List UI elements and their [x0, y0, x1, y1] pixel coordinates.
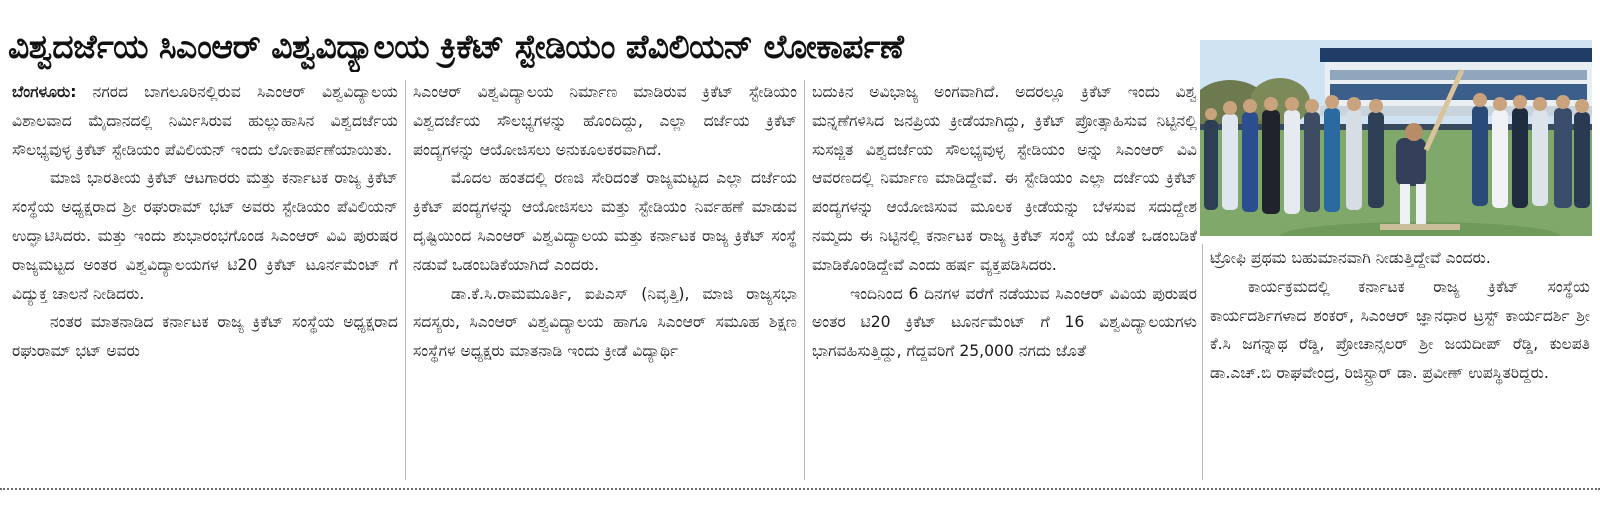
dateline: ಬೆಂಗಳೂರು: — [12, 83, 77, 101]
paragraph-intro: ನಗರದ ಬಾಗಲೂರಿನಲ್ಲಿರುವ ಸಿಎಂಆರ್ ವಿಶ್ವವಿದ್ಯಾಲಯ ವಿಶಾಲವಾದ ಮೈದಾನದಲ್ಲಿ ನಿರ್ಮಿಸಿರುವ ಹುಲ್ಲುಹಾಸಿನ ವಿಶ್ವದರ್ಜೆಯ ಸೌಲಭ್ಯವುಳ್ಳ ಕ್ರಿಕೆಟ್ ಸ್ಟೇಡಿಯಂ ಪೆವಿಲಿಯನ್ ಇಂದು ಲೋಕಾರ್ಪಣೆಯಾಯಿತು. — [12, 83, 398, 159]
paragraph-speech-start: ನಂತರ ಮಾತನಾಡಿದ ಕರ್ನಾಟಕ ರಾಜ್ಯ ಕ್ರಿಕೆಟ್ ಸಂಸ್ಥೆಯ ಅಧ್ಯಕ್ಷರಾದ ರಘುರಾಮ್ ಭಟ್ ಅವರು — [12, 313, 398, 361]
article-headline: ವಿಶ್ವದರ್ಜೆಯ ಸಿಎಂಆರ್ ವಿಶ್ವವಿದ್ಯಾಲಯ ಕ್ರಿಕೆಟ್ ಸ್ಟೇಡಿಯಂ ಪೆವಿಲಿಯನ್ ಲೋಕಾರ್ಪಣೆ — [8, 27, 904, 66]
column-divider — [405, 80, 406, 480]
paragraph-chairman-quote: ಬದುಕಿನ ಅವಿಭಾಜ್ಯ ಅಂಗವಾಗಿದೆ. ಅದರಲ್ಲೂ ಕ್ರಿಕೆಟ್ ಇಂದು ವಿಶ್ವ ಮನ್ನಣೆಗಳಿಸಿದ ಜನಪ್ರಿಯ ಕ್ರೀಡೆಯಾಗಿದ್ದು, ಕ್ರಿಕೆಟ್ ಪ್ರೋತ್ಸಾಹಿಸುವ ನಿಟ್ಟಿನಲ್ಲಿ ಸುಸಜ್ಜಿತ ವಿಶ್ವದರ್ಜೆಯ ಸೌಲಭ್ಯವುಳ್ಳ ಸ್ಟೇಡಿಯಂ ಅನ್ನು ಸಿಎಂಆರ್ ವಿವಿ ಆವರಣದಲ್ಲಿ ನಿರ್ಮಾಣ ಮಾಡಿದ್ದೇವೆ. ಈ ಸ್ಟೇಡಿಯಂ ಎಲ್ಲಾ ದರ್ಜೆಯ ಕ್ರಿಕೆಟ್ ಪಂದ್ಯಗಳನ್ನು ಆಯೋಜಿಸುವ ಮೂಲಕ ಕ್ರೀಡೆಯನ್ನು ಬೆಳಸುವ ಸದುದ್ದೇಶ ನಮ್ಮದು ಈ ನಿಟ್ಟಿನಲ್ಲಿ ಕರ್ನಾಟಕ ರಾಜ್ಯ ಕ್ರಿಕೆಟ್ ಸಂಸ್ಥೆ ಯ ಜೊತೆ ಒಡಂಬಡಿಕೆ ಮಾಡಿಕೊಂಡಿದ್ದೇವೆ ಎಂದು ಹರ್ಷ ವ್ಯಕ್ತಪಡಿಸಿದರು. — [812, 83, 1197, 274]
article-column-2 — [413, 78, 797, 482]
paragraph-tournament: ಇಂದಿನಿಂದ 6 ದಿನಗಳ ವರೆಗೆ ನಡೆಯುವ ಸಿಎಂಆರ್ ವಿವಿಯ ಪುರುಷರ ಅಂತರ ಟಿ20 ಕ್ರಿಕೆಟ್ ಟೂರ್ನಮೆಂಟ್ ಗೆ 16 ವಿಶ್ವವಿದ್ಯಾಲಯಗಳು ಭಾಗವಹಿಸುತ್ತಿದ್ದು, ಗೆದ್ದವರಿಗೆ 25,000 ನಗದು ಜೊತೆ — [812, 284, 1197, 361]
article-column-4 — [1210, 244, 1590, 482]
article-column-3 — [812, 78, 1197, 482]
column-divider — [804, 80, 805, 480]
column-divider — [1202, 244, 1203, 480]
paragraph-inauguration: ಮಾಜಿ ಭಾರತೀಯ ಕ್ರಿಕೆಟ್ ಆಟಗಾರರು ಮತ್ತು ಕರ್ನಾಟಕ ರಾಜ್ಯ ಕ್ರಿಕೆಟ್ ಸಂಸ್ಥೆಯ ಅಧ್ಯಕ್ಷರಾದ ಶ್ರೀ ರಘುರಾಮ್ ಭಟ್ ಅವರು ಸ್ಟೇಡಿಯಂ ಪೆವಿಲಿಯನ್ ಉದ್ಘಾಟಿಸಿದರು. ಮತ್ತು ಇಂದು ಶುಭಾರಂಭಗೊಂಡ ಸಿಎಂಆರ್ ವಿವಿ ಪುರುಷರ ರಾಜ್ಯಮಟ್ಟದ ಅಂತರ ವಿಶ್ವವಿದ್ಯಾಲಯಗಳ ಟಿ20 ಕ್ರಿಕೆಟ್ ಟೂರ್ನಮೆಂಟ್ ಗೆ ವಿದ್ಯುಕ್ತ ಚಾಲನೆ ನೀಡಿದರು. — [12, 169, 398, 303]
paragraph-stadium-facilities: ಸಿಎಂಆರ್ ವಿಶ್ವವಿದ್ಯಾಲಯ ನಿರ್ಮಾಣ ಮಾಡಿರುವ ಕ್ರಿಕೆಟ್ ಸ್ಟೇಡಿಯಂ ವಿಶ್ವದರ್ಜೆಯ ಸೌಲಭ್ಯಗಳನ್ನು ಹೊಂದಿದ್ದು, ಎಲ್ಲಾ ದರ್ಜೆಯ ಕ್ರಿಕೆಟ್ ಪಂದ್ಯಗಳನ್ನು ಆಯೋಜಿಸಲು ಅನುಕೂಲಕರವಾಗಿದೆ. — [413, 83, 797, 159]
news-photo-cricket-inauguration — [1200, 40, 1592, 236]
paragraph-trophy: ಟ್ರೋಫಿ ಪ್ರಥಮ ಬಹುಮಾನವಾಗಿ ನೀಡುತ್ತಿದ್ದೇವೆ ಎಂದರು. — [1210, 249, 1491, 267]
bottom-dotted-divider — [0, 488, 1600, 490]
article-column-1 — [12, 78, 398, 482]
paragraph-agreement: ಮೊದಲ ಹಂತದಲ್ಲಿ ರಣಜಿ ಸೇರಿದಂತೆ ರಾಜ್ಯಮಟ್ಟದ ಎಲ್ಲಾ ದರ್ಜೆಯ ಕ್ರಿಕೆಟ್ ಪಂದ್ಯಗಳನ್ನು ಆಯೋಜಿಸಲು ಮತ್ತು ಸ್ಟೇಡಿಯಂ ನಿರ್ವಹಣೆ ಮಾಡುವ ದೃಷ್ಟಿಯಿಂದ ಸಿಎಂಆರ್ ವಿಶ್ವವಿದ್ಯಾಲಯ ಮತ್ತು ಕರ್ನಾಟಕ ರಾಜ್ಯ ಕ್ರಿಕೆಟ್ ಸಂಸ್ಥೆ ನಡುವೆ ಒಡಂಬಡಿಕೆಯಾಗಿದೆ ಎಂದರು. — [413, 169, 797, 274]
paragraph-chairman: ಡಾ.ಕೆ.ಸಿ.ರಾಮಮೂರ್ತಿ, ಐಪಿಎಸ್ (ನಿವೃತ್ತಿ), ಮಾಜಿ ರಾಜ್ಯಸಭಾ ಸದಸ್ಯರು, ಸಿಎಂಆರ್ ವಿಶ್ವವಿದ್ಯಾಲಯ ಹಾಗೂ ಸಿಎಂಆರ್ ಸಮೂಹ ಶಿಕ್ಷಣ ಸಂಸ್ಥೆಗಳ ಅಧ್ಯಕ್ಷರು ಮಾತನಾಡಿ ಇಂದು ಕ್ರೀಡೆ ವಿದ್ಯಾರ್ಥಿ — [413, 284, 797, 361]
paragraph-attendees: ಕಾರ್ಯಕ್ರಮದಲ್ಲಿ ಕರ್ನಾಟಕ ರಾಜ್ಯ ಕ್ರಿಕೆಟ್ ಸಂಸ್ಥೆಯ ಕಾರ್ಯದರ್ಶಿಗಳಾದ ಶಂಕರ್, ಸಿಎಂಆರ್ ಜ್ಞಾನಧಾರ ಟ್ರಸ್ಟ್ ಕಾರ್ಯದರ್ಶಿ ಶ್ರೀ ಕೆ.ಸಿ ಜಗನ್ನಾಥ ರೆಡ್ಡಿ, ಪ್ರೋಚಾನ್ಸಲರ್ ಶ್ರೀ ಜಯದೀಪ್ ರೆಡ್ಡಿ, ಕುಲಪತಿ ಡಾ.ಎಚ್.ಬಿ ರಾಘವೇಂದ್ರ, ರಿಜಿಸ್ಟ್ರಾರ್ ಡಾ. ಪ್ರವೀಣ್ ಉಪಸ್ಥಿತರಿದ್ದರು. — [1210, 277, 1590, 383]
